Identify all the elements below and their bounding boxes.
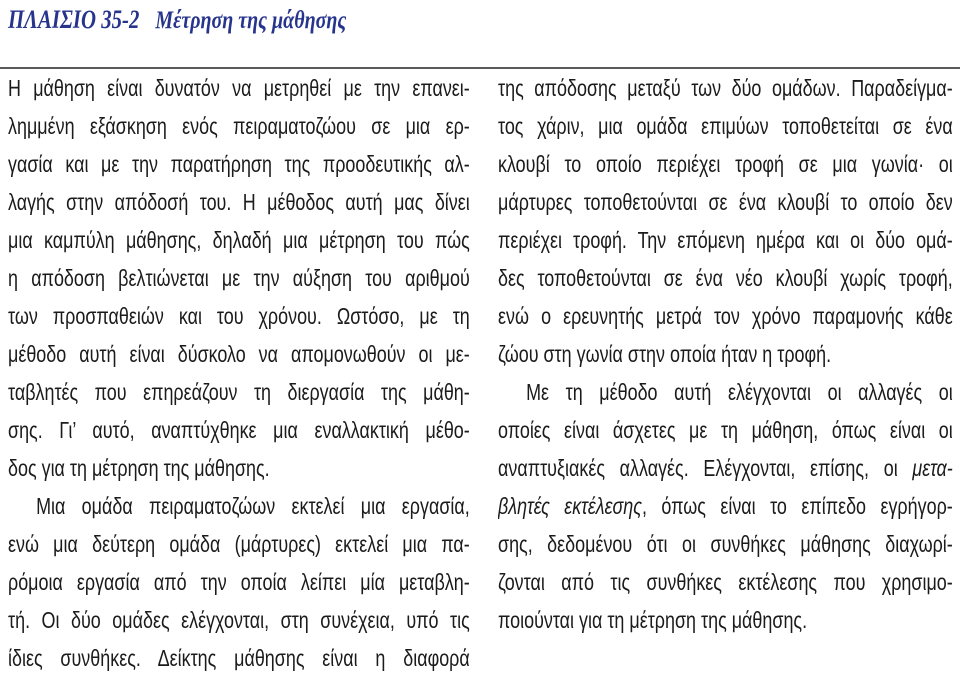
text-line: μια καμπύλη μάθησης, δηλαδή μια μέτρηση του πώς bbox=[8, 227, 470, 253]
italic-term: βλητές εκτέλεσης bbox=[498, 493, 642, 519]
text-line: μάρτυρες τοποθετούνται σε ένα κλουβί το οποίο δεν bbox=[498, 189, 953, 215]
text-line: ζώου στη γωνία στην οποία ήταν η τροφή. bbox=[498, 341, 832, 367]
text-line: τος χάριν, μια ομάδα επιμύων τοποθετείται σε ένα bbox=[498, 113, 953, 139]
left-column bbox=[8, 69, 470, 679]
box-header bbox=[8, 0, 346, 40]
text-line: της απόδοσης μεταξύ των δύο ομάδων. Παραδείγμα- bbox=[498, 75, 953, 101]
text-line: σης, δεδομένου ότι οι συνθήκες μάθησης διαχωρί- bbox=[498, 531, 953, 557]
text-line: ίδιες συνθήκες. Δείκτης μάθησης είναι η διαφορά bbox=[8, 645, 470, 671]
text-line: οποίες είναι άσχετες με τη μάθηση, όπως είναι οι bbox=[498, 417, 953, 443]
text-line: κλουβί το οποίο περιέχει τροφή σε μια γωνία· οι bbox=[498, 151, 953, 177]
text-line: σης. Γι’ αυτό, αναπτύχθηκε μια εναλλακτική μέθο- bbox=[8, 417, 470, 443]
text-line: δες τοποθετούνται σε ένα νέο κλουβί χωρίς τροφή, bbox=[498, 265, 953, 291]
text-line: Μια ομάδα πειραματοζώων εκτελεί μια εργασία, bbox=[36, 493, 470, 519]
text-line: γασία και με την παρατήρηση της προοδευτικής αλ- bbox=[8, 151, 470, 177]
text-line: λημμένη εξάσκηση ενός πειραματοζώου σε μια ερ- bbox=[8, 113, 470, 139]
text-segment: , όπως είναι το επίπεδο εγρήγορ- bbox=[641, 493, 953, 519]
box-label: ΠΛΑΙΣΙΟ 35-2 bbox=[8, 5, 140, 34]
text-line: ενώ μια δεύτερη ομάδα (μάρτυρες) εκτελεί μια πα- bbox=[8, 531, 470, 557]
text-line: ρόμοια εργασία από την οποία λείπει μία μεταβλη- bbox=[8, 569, 470, 595]
text-segment: αναπτυξιακές αλλαγές. Ελέγχονται, επίσης, οι bbox=[498, 455, 913, 481]
italic-term: μετα- bbox=[912, 455, 953, 481]
text-line: λαγής στην απόδοσή του. Η μέθοδος αυτή μας δίνει bbox=[8, 189, 470, 215]
text-line: Με τη μέθοδο αυτή ελέγχονται οι αλλαγές οι bbox=[526, 379, 953, 405]
text-line: ποιούνται για τη μέτρηση της μάθησης. bbox=[498, 607, 808, 633]
text-line: ζονται από τις συνθήκες εκτέλεσης που χρησιμο- bbox=[498, 569, 953, 595]
text-line: δος για τη μέτρηση της μάθησης. bbox=[8, 455, 270, 481]
box-title: Μέτρηση της μάθησης bbox=[155, 7, 347, 34]
text-line: περιέχει τροφή. Την επόμενη ημέρα και οι δύο ομά- bbox=[498, 227, 953, 253]
text-line: ενώ ο ερευνητής μετρά τον χρόνο παραμονής κάθε bbox=[498, 303, 953, 329]
text-line: Η μάθηση είναι δυνατόν να μετρηθεί με την επανει- bbox=[8, 75, 470, 101]
text-line bbox=[498, 449, 953, 487]
text-line: ταβλητές που επηρεάζουν τη διεργασία της μάθη- bbox=[8, 379, 470, 405]
text-line bbox=[498, 487, 953, 525]
text-line: τή. Οι δύο ομάδες ελέγχονται, στη συνέχεια, υπό τις bbox=[8, 607, 470, 633]
right-column bbox=[498, 69, 953, 679]
text-line: των προσπαθειών και του χρόνου. Ωστόσο, με τη bbox=[8, 303, 470, 329]
text-line: η απόδοση βελτιώνεται με την αύξηση του αριθμού bbox=[8, 265, 470, 291]
text-line: μέθοδο αυτή είναι δύσκολο να απομονωθούν οι με- bbox=[8, 341, 470, 367]
